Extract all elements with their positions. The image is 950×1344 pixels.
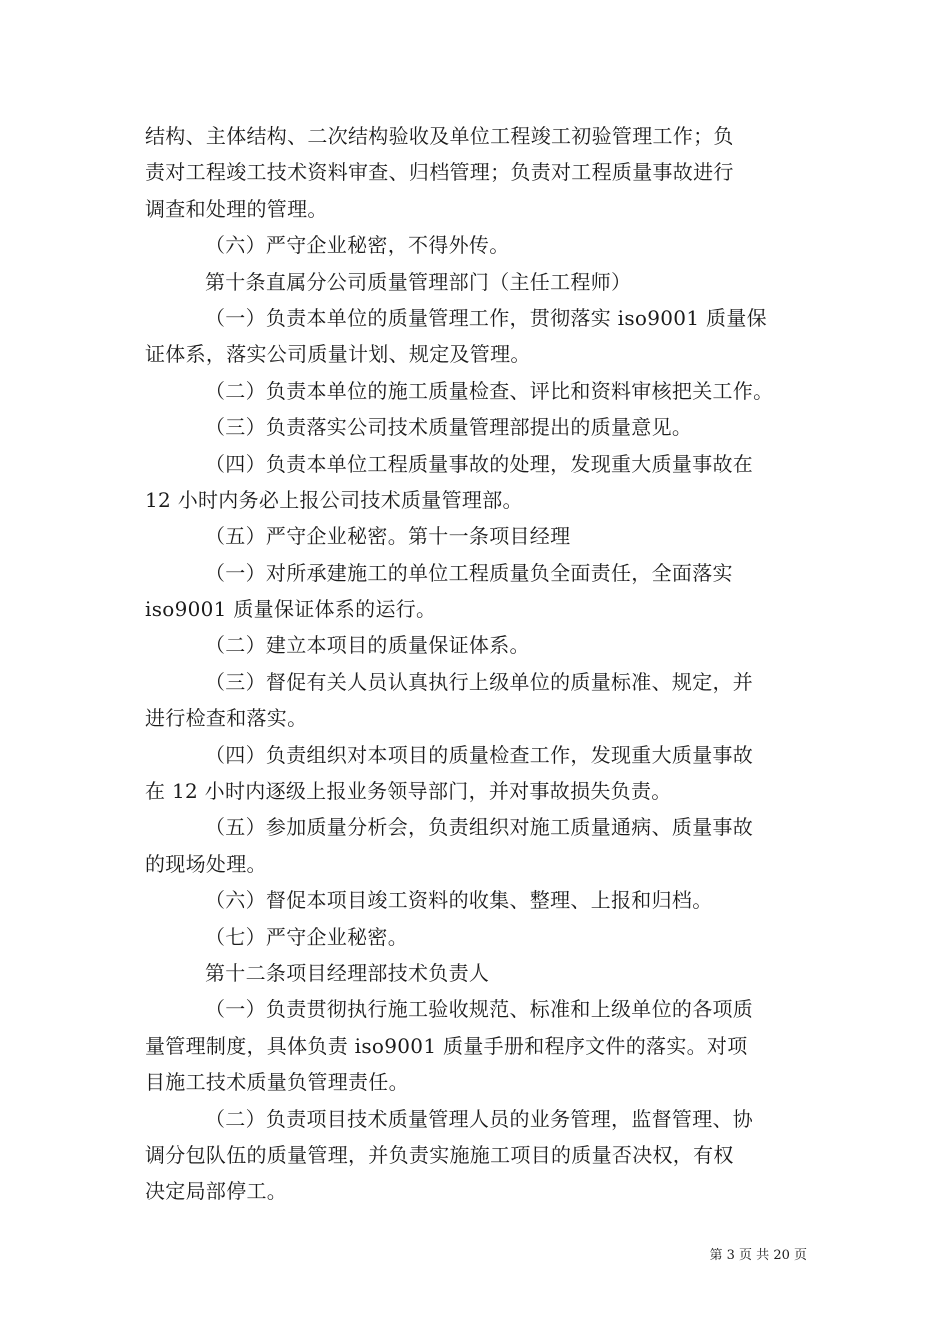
clause-item: （一）对所承建施工的单位工程质量负全面责任，全面落实 [205, 560, 733, 585]
body-line: 12 小时内务必上报公司技术质量管理部。 [145, 487, 523, 512]
clause-item: （二）负责项目技术质量管理人员的业务管理，监督管理、协 [205, 1106, 754, 1131]
clause-item: （二）负责本单位的施工质量检查、评比和资料审核把关工作。 [205, 378, 774, 403]
page-number: 第 3 页 共 20 页 [709, 1248, 807, 1263]
document-body [145, 118, 820, 1210]
body-line: iso9001 质量保证体系的运行。 [145, 597, 437, 622]
article-heading: 第十条直属分公司质量管理部门（主任工程师） [205, 269, 632, 294]
clause-item: （三）负责落实公司技术质量管理部提出的质量意见。 [205, 415, 693, 440]
body-line: 结构、主体结构、二次结构验收及单位工程竣工初验管理工作；负 [145, 124, 734, 148]
clause-item: （五）参加质量分析会，负责组织对施工质量通病、质量事故 [205, 815, 754, 840]
body-line: 调查和处理的管理。 [145, 196, 328, 221]
body-line: 证体系，落实公司质量计划、规定及管理。 [145, 342, 531, 367]
clause-item: （一）负责本单位的质量管理工作，贯彻落实 iso9001 质量保 [205, 305, 767, 330]
body-line: 调分包队伍的质量管理，并负责实施施工项目的质量否决权，有权 [145, 1142, 734, 1167]
clause-item: （一）负责贯彻执行施工验收规范、标准和上级单位的各项质 [205, 997, 754, 1022]
clause-item: （五）严守企业秘密。第十一条项目经理 [205, 524, 571, 549]
body-line: 进行检查和落实。 [145, 706, 308, 731]
clause-item: （二）建立本项目的质量保证体系。 [205, 633, 530, 658]
clause-item: （七）严守企业秘密。 [205, 924, 408, 949]
body-line: 决定局部停工。 [145, 1179, 288, 1204]
body-line: 目施工技术质量负管理责任。 [145, 1070, 409, 1095]
clause-item: （四）负责组织对本项目的质量检查工作，发现重大质量事故 [205, 742, 754, 767]
clause-item: （六）严守企业秘密，不得外传。 [205, 233, 510, 258]
article-heading: 第十二条项目经理部技术负责人 [205, 960, 490, 985]
clause-item: （四）负责本单位工程质量事故的处理，发现重大质量事故在 [205, 451, 754, 476]
body-line: 责对工程竣工技术资料审查、归档管理；负责对工程质量事故进行 [145, 160, 734, 185]
clause-item: （六）督促本项目竣工资料的收集、整理、上报和归档。 [205, 888, 713, 913]
body-line: 量管理制度，具体负责 iso9001 质量手册和程序文件的落实。对项 [145, 1033, 748, 1058]
body-line: 在 12 小时内逐级上报业务领导部门，并对事故损失负责。 [145, 779, 672, 804]
clause-item: （三）督促有关人员认真执行上级单位的质量标准、规定，并 [205, 669, 754, 694]
body-line: 的现场处理。 [145, 851, 267, 876]
